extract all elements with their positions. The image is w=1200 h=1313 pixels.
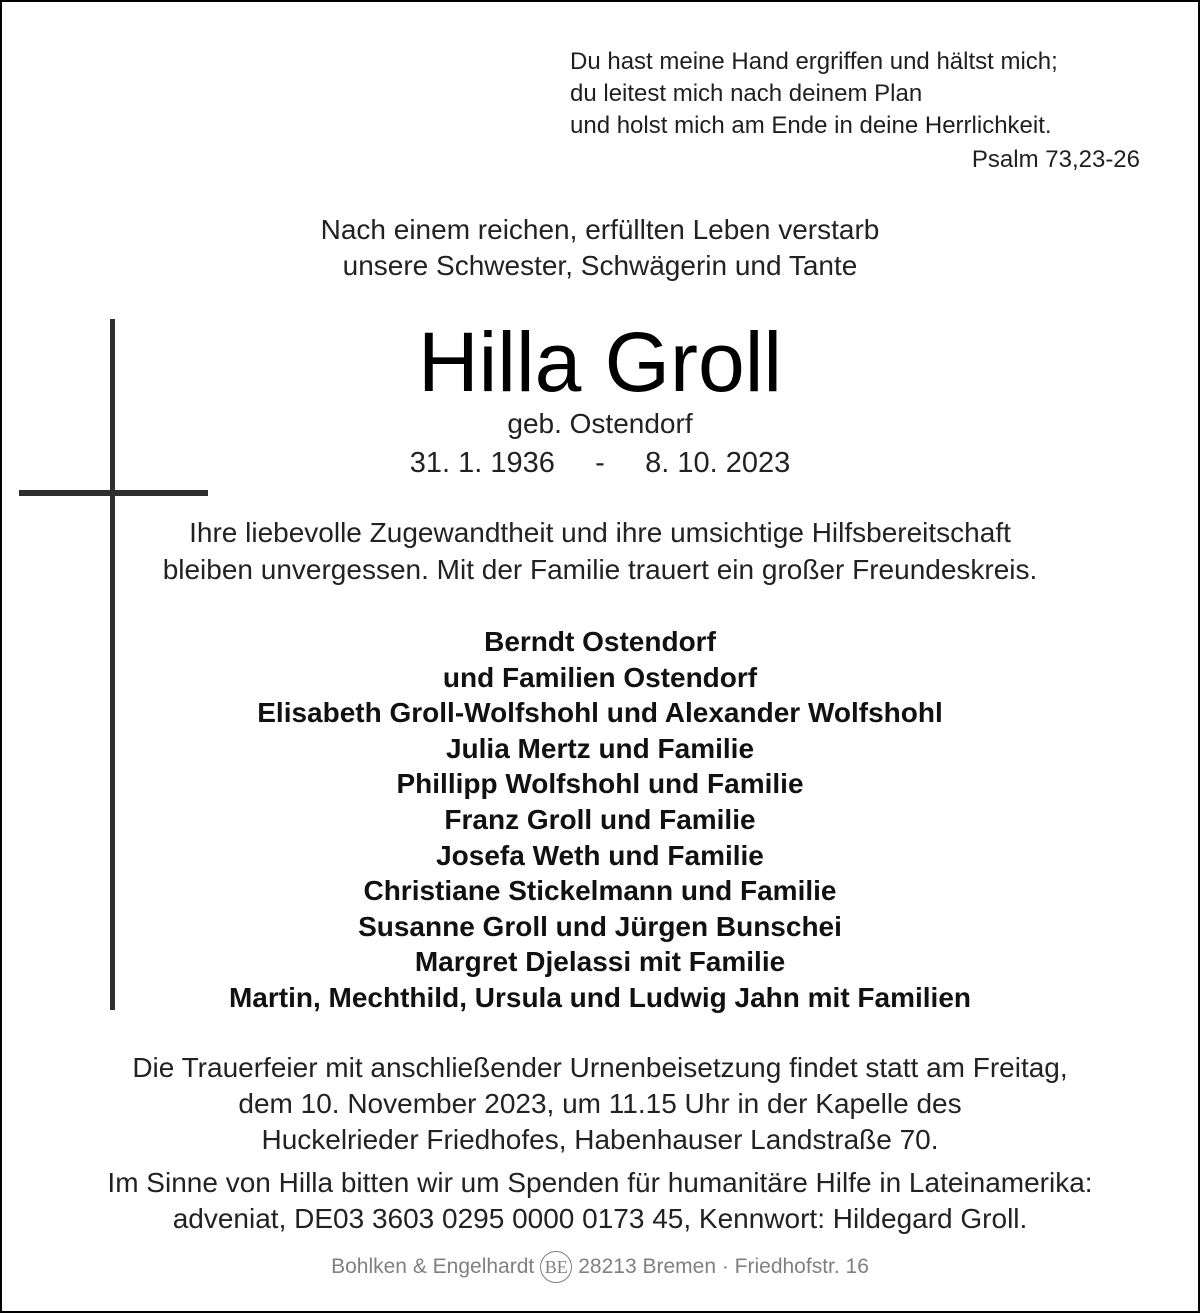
birth-name: geb. Ostendorf	[507, 408, 693, 439]
service-line: Die Trauerfeier mit anschließender Urnenbeisetzung findet statt am Freitag,	[132, 1052, 1068, 1083]
life-dates: 31. 1. 1936 - 8. 10. 2023	[409, 447, 791, 479]
funeral-home-address: 28213 Bremen · Friedhofstr. 16	[578, 1255, 869, 1278]
quote-line: Du hast meine Hand ergriffen und hältst mich;	[570, 48, 1058, 75]
funeral-service-info	[2, 1050, 1198, 1158]
tribute-text	[2, 514, 1198, 588]
mourner-entry: Susanne Groll und Jürgen Bunschei	[358, 910, 842, 942]
mourner-entry: Margret Djelassi mit Familie	[414, 946, 786, 978]
deceased-name: Hilla Groll	[417, 315, 783, 409]
mourner-entry: Martin, Mechthild, Ursula und Ludwig Jahn mit Familien	[228, 981, 972, 1013]
intro-text	[2, 212, 1198, 284]
tribute-line: Ihre liebevolle Zugewandtheit und ihre umsichtige Hilfsbereitschaft	[189, 517, 1011, 548]
mourner-entry: und Familien Ostendorf	[442, 661, 758, 693]
service-line: dem 10. November 2023, um 11.15 Uhr in der Kapelle des	[238, 1088, 962, 1119]
quote-line: und holst mich am Ende in deine Herrlichkeit.	[570, 112, 1052, 139]
mourner-entry: Berndt Ostendorf	[484, 626, 716, 657]
tribute-line: bleiben unvergessen. Mit der Familie trauert ein großer Freundeskreis.	[162, 554, 1038, 585]
bible-quote	[570, 46, 1058, 142]
service-line: Huckelrieder Friedhofes, Habenhauser Landstraße 70.	[261, 1124, 939, 1155]
funeral-home-footer	[2, 1250, 1198, 1284]
mourner-entry: Julia Mertz und Familie	[445, 732, 755, 764]
mourner-entry: Christiane Stickelmann und Familie	[363, 875, 837, 907]
cross-horizontal-bar	[19, 490, 208, 496]
funeral-home-name: Bohlken & Engelhardt	[331, 1255, 535, 1278]
intro-line: unsere Schwester, Schwägerin und Tante	[342, 250, 858, 281]
donation-request	[2, 1165, 1198, 1237]
mourner-entry: Franz Groll und Familie	[444, 803, 756, 835]
mourner-entry: Elisabeth Groll-Wolfshohl und Alexander Wolfshohl	[257, 697, 943, 729]
mourner-entry: Josefa Weth und Familie	[436, 839, 764, 871]
quote-reference: Psalm 73,23-26	[971, 146, 1140, 173]
intro-line: Nach einem reichen, erfüllten Leben verstarb	[320, 214, 880, 245]
mourners-list	[2, 624, 1198, 1016]
mourner-entry: Phillipp Wolfshohl und Familie	[396, 768, 804, 800]
donation-line: Im Sinne von Hilla bitten wir um Spenden für humanitäre Hilfe in Lateinamerika:	[107, 1167, 1093, 1198]
funeral-home-logo-icon	[540, 1251, 572, 1283]
donation-line: adveniat, DE03 3603 0295 0000 0173 45, Kennwort: Hildegard Groll.	[172, 1203, 1028, 1234]
logo-letters: BE	[544, 1257, 568, 1277]
quote-line: du leitest mich nach deinem Plan	[570, 80, 923, 107]
